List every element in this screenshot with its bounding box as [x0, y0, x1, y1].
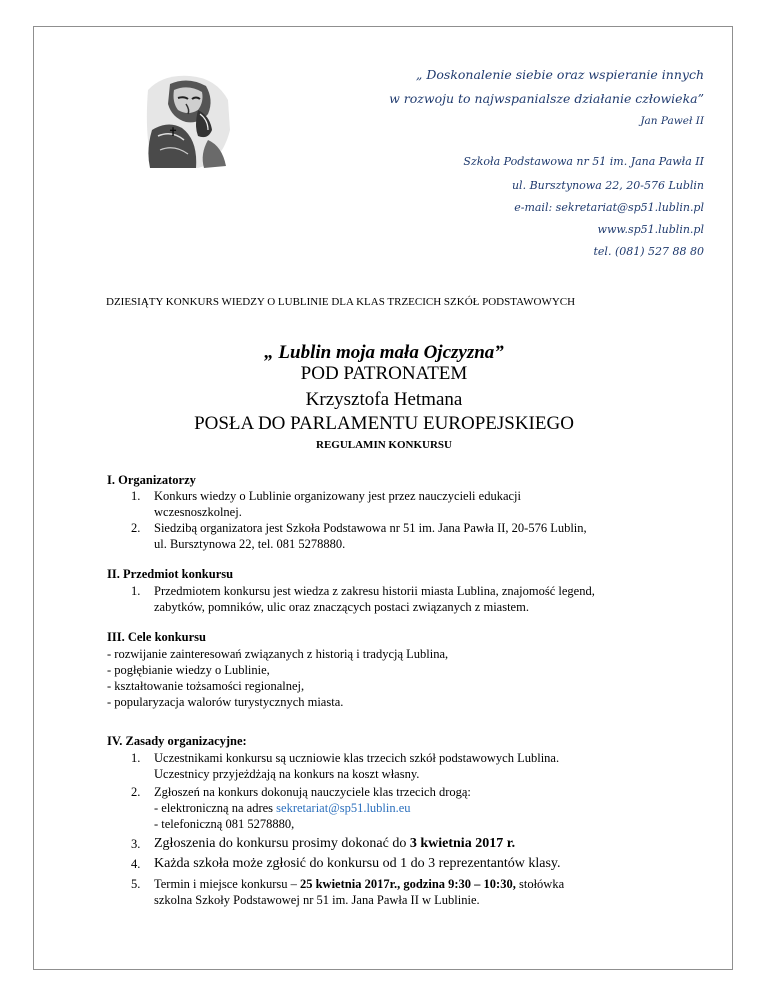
- school-phone: tel. (081) 527 88 80: [593, 245, 704, 258]
- item-text-line: Uczestnikami konkursu są uczniowie klas trzecich szkół podstawowych Lublina.: [154, 751, 560, 765]
- list-number: 3.: [131, 837, 141, 851]
- event-date-time: 25 kwietnia 2017r., godzina 9:30 – 10:30,: [299, 877, 516, 891]
- item-text-prefix: Termin i miejsce konkursu –: [154, 877, 300, 891]
- school-website: www.sp51.lublin.pl: [597, 223, 704, 236]
- patronage-heading: POD PATRONATEM: [300, 363, 468, 384]
- list-number: 1.: [131, 751, 141, 765]
- patron-role: POSŁA DO PARLAMENTU EUROPEJSKIEGO: [194, 413, 574, 434]
- section-2-item-1: [131, 583, 673, 615]
- goal-line: - rozwijanie zainteresowań związanych z historią i tradycją Lublina,: [107, 647, 449, 661]
- item-text-line: Przedmiotem konkursu jest wiedza z zakresu historii miasta Lublina, znajomość legend,: [154, 584, 595, 598]
- item-text-line: ul. Bursztynowa 22, tel. 081 5278880.: [154, 537, 346, 551]
- item-text-line: szkolna Szkoły Podstawowej nr 51 im. Jana Pawła II w Lublinie.: [154, 893, 480, 907]
- item-text-line: Konkurs wiedzy o Lublinie organizowany jest przez nauczycieli edukacji: [154, 489, 521, 503]
- list-number: 2.: [131, 521, 141, 535]
- rules-heading: REGULAMIN KONKURSU: [316, 439, 452, 451]
- item-text-line: Zgłoszeń na konkurs dokonują nauczyciele klas trzecich drogą:: [154, 785, 471, 799]
- quote-line-2: w rozwoju to najwspanialsze działanie człowieka”: [389, 91, 704, 106]
- item-text-prefix: Zgłoszenia do konkursu prosimy dokonać do: [154, 836, 410, 851]
- item-text-line: Każda szkoła może zgłosić do konkursu od 1 do 3 reprezentantów klasy.: [154, 856, 561, 871]
- school-name: Szkoła Podstawowa nr 51 im. Jana Pawła II: [463, 155, 704, 168]
- email-link[interactable]: sekretariat@sp51.lublin.eu: [276, 801, 411, 815]
- quote-author: Jan Paweł II: [640, 115, 704, 127]
- school-email: e-mail: sekretariat@sp51.lublin.pl: [514, 201, 704, 214]
- goal-line: - popularyzacja walorów turystycznych miasta.: [107, 695, 344, 709]
- deadline-date: 3 kwietnia 2017 r.: [409, 836, 516, 851]
- item-text-line: Siedzibą organizatora jest Szkoła Podstawowa nr 51 im. Jana Pawła II, 20-576 Lublin,: [154, 521, 587, 535]
- section-4-item-2: [131, 784, 673, 832]
- section-4-title: IV. Zasady organizacyjne:: [107, 734, 247, 748]
- item-text-line: zabytków, pomników, ulic oraz znaczących postaci związanych z miastem.: [154, 600, 529, 614]
- contest-title: DZIESIĄTY KONKURS WIEDZY O LUBLINIE DLA KLAS TRZECICH SZKÓŁ PODSTAWOWYCH: [106, 296, 576, 308]
- contest-motto: „ Lublin moja mała Ojczyzna”: [264, 342, 504, 363]
- item-text-suffix: stołówka: [515, 877, 565, 891]
- svg-text:✝: ✝: [168, 125, 179, 139]
- section-1-item-2: [131, 520, 673, 552]
- item-text-line: wczesnoszkolnej.: [154, 505, 242, 519]
- section-1-item-1: [131, 488, 673, 520]
- portrait-image: [138, 70, 236, 170]
- school-address: ul. Bursztynowa 22, 20-576 Lublin: [511, 179, 704, 192]
- list-number: 2.: [131, 785, 141, 799]
- item-text-line: - telefoniczną 081 5278880,: [154, 817, 295, 831]
- list-number: 1.: [131, 489, 141, 503]
- section-1-title: I. Organizatorzy: [107, 473, 196, 487]
- quote-line-1: „ Doskonalenie siebie oraz wspieranie innych: [415, 67, 704, 82]
- list-number: 5.: [131, 877, 141, 891]
- section-4-item-5: [131, 876, 673, 908]
- list-number: 4.: [131, 857, 141, 871]
- list-number: 1.: [131, 584, 141, 598]
- item-text-line: Uczestnicy przyjeżdżają na konkurs na koszt własny.: [154, 767, 420, 781]
- patron-name: Krzysztofa Hetmana: [305, 389, 463, 410]
- item-text-line: [154, 800, 673, 816]
- section-3-title: III. Cele konkursu: [107, 630, 206, 644]
- section-4-item-1: [131, 750, 673, 782]
- section-4-item-4: [131, 856, 673, 872]
- section-2-title: II. Przedmiot konkursu: [107, 567, 234, 581]
- section-4-item-3: [131, 836, 673, 852]
- item-text-prefix: - elektroniczną na adres: [154, 801, 277, 815]
- goal-line: - kształtowanie tożsamości regionalnej,: [107, 679, 305, 693]
- goal-line: - pogłębianie wiedzy o Lublinie,: [107, 663, 270, 677]
